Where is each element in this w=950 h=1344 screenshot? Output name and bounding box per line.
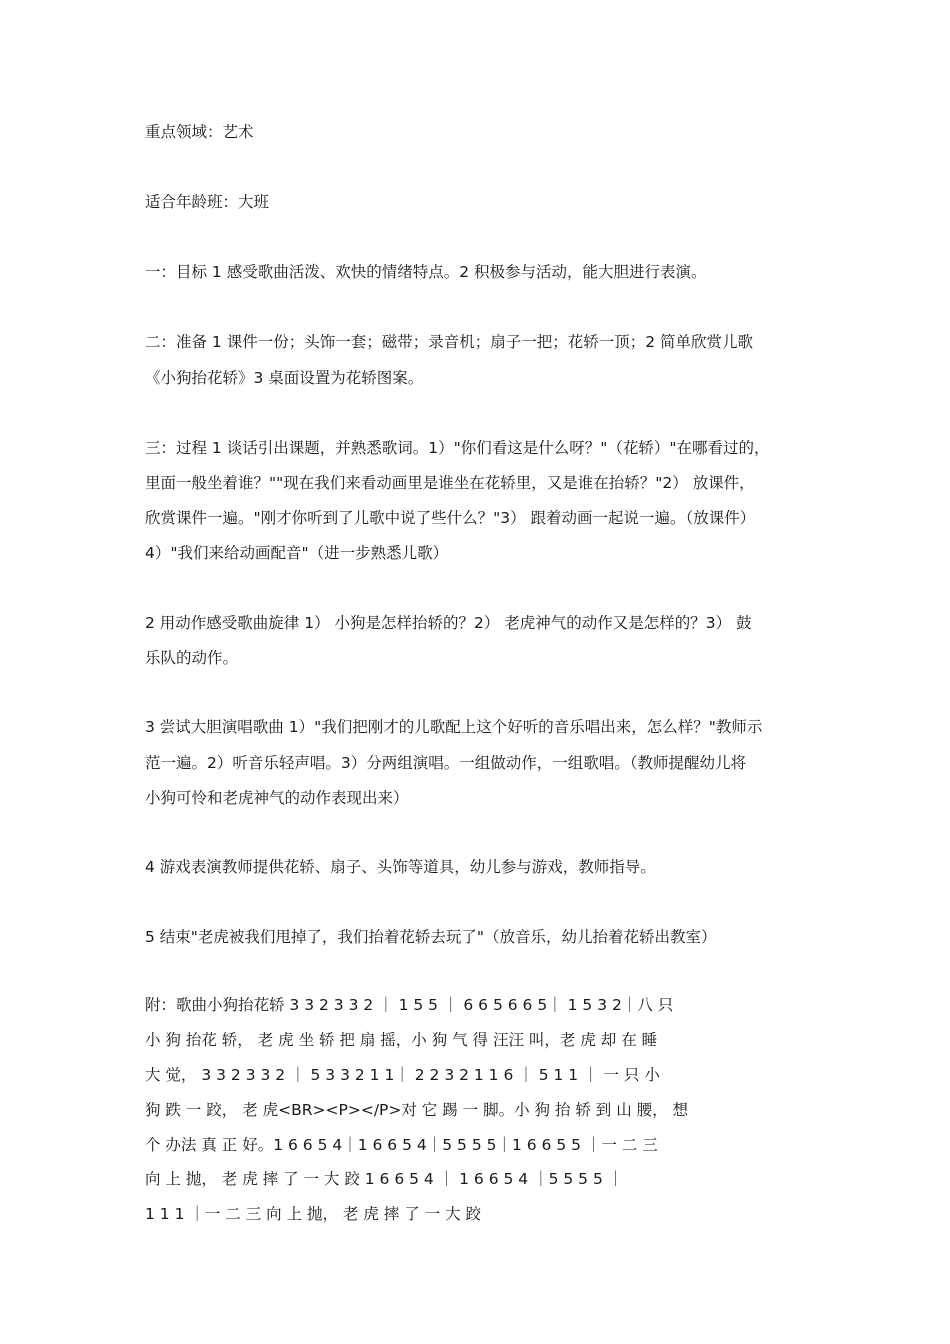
process-line-3: 欣赏课件一遍。"刚才你听到了儿歌中说了些什么？"3） 跟着动画一起说一遍。（放课件） [145,509,756,527]
appendix-line-6: 向 上 抛， 老 虎 摔 了 一 大 跤 1 6 6 5 4 ｜ 1 6 6 5 4 ｜5 5 5 5 ｜ [145,1170,624,1188]
step3-line-2: 范一遍。2）听音乐轻声唱。3）分两组演唱。一组做动作，一组歌唱。（教师提醒幼儿将 [145,754,746,772]
appendix-line-3: 大 觉， 3 3 2 3 3 2 ｜ 5 3 3 2 1 1｜ 2 2 3 2 1 1 6 ｜ 5 1 1 ｜ 一 只 小 [145,1066,660,1084]
appendix-line-7: 1 1 1 ｜一 二 三 向 上 抛， 老 虎 摔 了 一 大 跤 [145,1205,481,1223]
process-line-1: 三：过程 1 谈话引出课题，并熟悉歌词。1）"你们看这是什么呀？"（花轿）"在哪看过的， [145,439,770,457]
age-line: 适合年龄班：大班 [145,193,270,211]
step3-line-3: 小狗可怜和老虎神气的动作表现出来） [145,789,409,807]
prep-line-2: 《小狗抬花轿》3 桌面设置为花轿图案。 [145,369,424,387]
appendix-line-1: 附：歌曲小狗抬花轿 3 3 2 3 3 2 ｜ 1 5 5 ｜ 6 6 5 6 6 5｜ 1 5 3 2｜八 只 [145,996,674,1014]
process-line-4: 4）"我们来给动画配音"（进一步熟悉儿歌） [145,544,449,562]
appendix-line-2: 小 狗 抬花 轿， 老 虎 坐 轿 把 扇 摇，小 狗 气 得 汪汪 叫，老 虎 却 在 睡 [145,1031,658,1049]
goal-line: 一：目标 1 感受歌曲活泼、欢快的情绪特点。2 积极参与活动，能大胆进行表演。 [145,263,707,281]
appendix-line-4: 狗 跌 一 跤， 老 虎<BR><P></P>对 它 踢 一 脚。小 狗 抬 轿 到 山 腰， 想 [145,1101,689,1119]
process-line-2: 里面一般坐着谁？""现在我们来看动画里是谁坐在花轿里，又是谁在抬轿？"2） 放课件， [145,474,755,492]
prep-line-1: 二：准备 1 课件一份；头饰一套；磁带；录音机；扇子一把；花轿一顶；2 简单欣赏儿歌 [145,333,754,351]
step5-line: 5 结束"老虎被我们甩掉了，我们抬着花轿去玩了"（放音乐，幼儿抬着花轿出教室） [145,928,717,946]
appendix-line-5: 个 办法 真 正 好。1 6 6 5 4｜1 6 6 5 4｜5 5 5 5｜1 6 6 5 5 ｜一 二 三 [145,1136,658,1154]
field-line: 重点领域：艺术 [145,123,254,141]
step3-line-1: 3 尝试大胆演唱歌曲 1）"我们把刚才的儿歌配上这个好听的音乐唱出来，怎么样？"教师示 [145,718,763,736]
step2-line-2: 乐队的动作。 [145,649,239,667]
step2-line-1: 2 用动作感受歌曲旋律 1） 小狗是怎样抬轿的？2） 老虎神气的动作又是怎样的？3） 鼓 [145,614,752,632]
step4-line: 4 游戏表演教师提供花轿、扇子、头饰等道具，幼儿参与游戏，教师指导。 [145,858,656,876]
